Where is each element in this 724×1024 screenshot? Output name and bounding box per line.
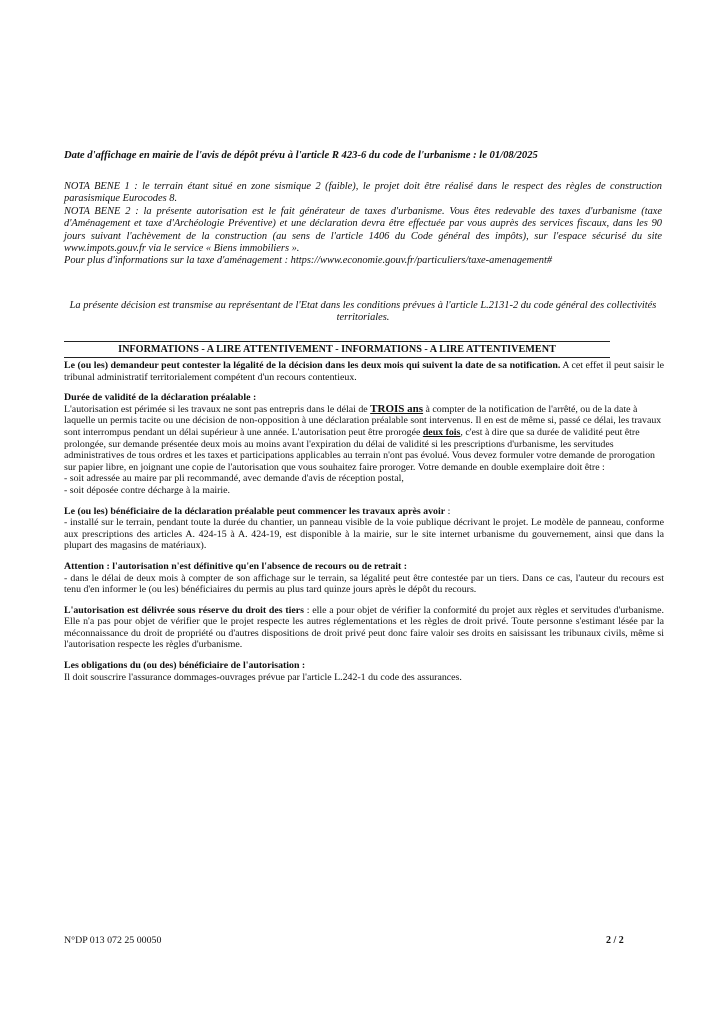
duree-text-a: L'autorisation est périmée si les travaux ne sont pas entrepris dans le délai de — [64, 403, 371, 415]
droit-tiers-title: L'autorisation est délivrée sous réserve du droit des tiers — [64, 604, 304, 616]
attention-title — [64, 561, 664, 573]
beneficiaire-title — [64, 506, 664, 518]
dossier-reference: N°DP 013 072 25 00050 — [64, 935, 162, 946]
nota-bene-2: NOTA BENE 2 : la présente autorisation est le fait générateur de taxes d'urbanisme. Vous êtes redevable des taxes d'urbanisme (taxe d'Aménagement et taxe d'Archéologie Préventive) et une déclaration devra être effectuée par vous auprès des services fiscaux, dans les 90 jours suivant l'achèvement de la construction (au sens de l'article 1406 du Code général des impôts), sur l'espace sécurisé du site www.impots.gouv.fr via le service « Biens immobiliers ». — [64, 205, 662, 255]
trois-ans-emphasis: TROIS ans — [370, 402, 424, 415]
obligations-title-text: Les obligations du (ou des) bénéficiaire de l'autorisation : — [64, 660, 306, 672]
droit-tiers-text: : elle a pour objet de vérifier la conformité du projet aux règles et servitudes d'urbanisme. Elle n'a pas pour objet de vérifier que le projet respecte les autres réglementations et les règles de droit privé. Toute personne s'estimant lésée par la méconnaissance du droit de propriété ou d'autres dispositions de droit privé peut donc faire valoir ses droits en saisissant les tribunaux civils, même si l'autorisation respecte les règles d'urbanisme. — [64, 604, 664, 651]
transmission-notice: La présente décision est transmise au représentant de l'Etat dans les conditions prévues à l'article L.2131-2 du code général des collectivités territoriales. — [69, 300, 657, 324]
obligations-paragraph: Il doit souscrire l'assurance dommages-ouvrages prévue par l'article L.242-1 du code des assurances. — [64, 671, 462, 683]
obligations-title — [64, 660, 664, 672]
affichage-date-line: Date d'affichage en mairie de l'avis de dépôt prévu à l'article R 423-6 du code de l'urbanisme : le 01/08/2025 — [64, 150, 538, 161]
duree-list-item-2: - soit déposée contre décharge à la mairie. — [64, 484, 230, 496]
beneficiaire-paragraph: - installé sur le terrain, pendant toute la durée du chantier, un panneau visible de la voie publique décrivant le projet. Le modèle de panneau, conforme aux prescriptions des articles A. 424-15 à A. 424-19, est disponible à la mairie, sur le site internet urbanisme du gouvernement, ainsi que dans la plupart des magasins de matériaux). — [64, 517, 664, 552]
page-number: 2 / 2 — [606, 935, 624, 946]
duree-title-text: Durée de validité de la déclaration préalable : — [64, 392, 257, 404]
nota-bene-block — [64, 181, 662, 268]
beneficiaire-title-colon: : — [445, 505, 451, 517]
contest-rest-text: A cet effet il peut saisir le tribunal administratif territorialement compétent d'un recours contentieux. — [64, 360, 664, 383]
attention-title-text: Attention : l'autorisation n'est définitive qu'en l'absence de recours ou de retrait : — [64, 560, 408, 572]
informations-heading: INFORMATIONS - A LIRE ATTENTIVEMENT - INFORMATIONS - A LIRE ATTENTIVEMENT — [64, 341, 610, 358]
duree-text-c: , c'est à dire que sa durée de validité peut être prolongée, sur demande présentée deux mois au moins avant l'expiration du délai de validité si les prescriptions d'urbanisme, les servitudes administratives de tous ordres et les taxes et participations applicables au terrain n'ont pas évolué. Vous devez formuler votre demande de prorogation sur papier libre, en joignant une copie de l'autorisation que vous souhaitez faire proroger. Votre demande en double exemplaire doit être : — [64, 426, 655, 473]
duree-paragraph — [64, 404, 664, 474]
duree-text-b: à compter de la notification de l'arrêté, ou de la date à laquelle un permis tacite ou une décision de non-opposition à une déclaration préalable sont intervenus. Il en est de même si, passé ce délai, les travaux sont interrompus pendant un délai supérieur à une année. L'autorisation peut être prorogée — [64, 403, 662, 438]
nota-bene-1: NOTA BENE 1 : le terrain étant situé en zone sismique 2 (faible), le projet doit être réalisé dans le respect des règles de construction parasismique Eurocodes 8. — [64, 181, 662, 205]
informations-body — [64, 360, 664, 683]
duree-list-item-1: - soit adressée au maire par pli recommandé, avec demande d'avis de réception postal, — [64, 473, 404, 485]
duree-title — [64, 392, 664, 404]
taxe-info-line: Pour plus d'informations sur la taxe d'aménagement : https://www.economie.gouv.fr/particuliers/taxe-amenagement# — [64, 255, 553, 267]
contest-paragraph — [64, 360, 664, 383]
contest-bold-text: Le (ou les) demandeur peut contester la légalité de la décision dans les deux mois qui suivent la date de sa notification. — [64, 360, 561, 371]
droit-tiers-paragraph — [64, 605, 664, 651]
attention-paragraph: - dans le délai de deux mois à compter de son affichage sur le terrain, sa légalité peut être contestée par un tiers. Dans ce cas, l'auteur du recours est tenu d'en informer le (ou les) bénéficiaires du permis au plus tard quinze jours après le dépôt du recours. — [64, 572, 664, 596]
deux-fois-emphasis: deux fois — [422, 426, 461, 438]
beneficiaire-title-text: Le (ou les) bénéficiaire de la déclaration préalable peut commencer les travaux après avoir — [64, 505, 446, 517]
